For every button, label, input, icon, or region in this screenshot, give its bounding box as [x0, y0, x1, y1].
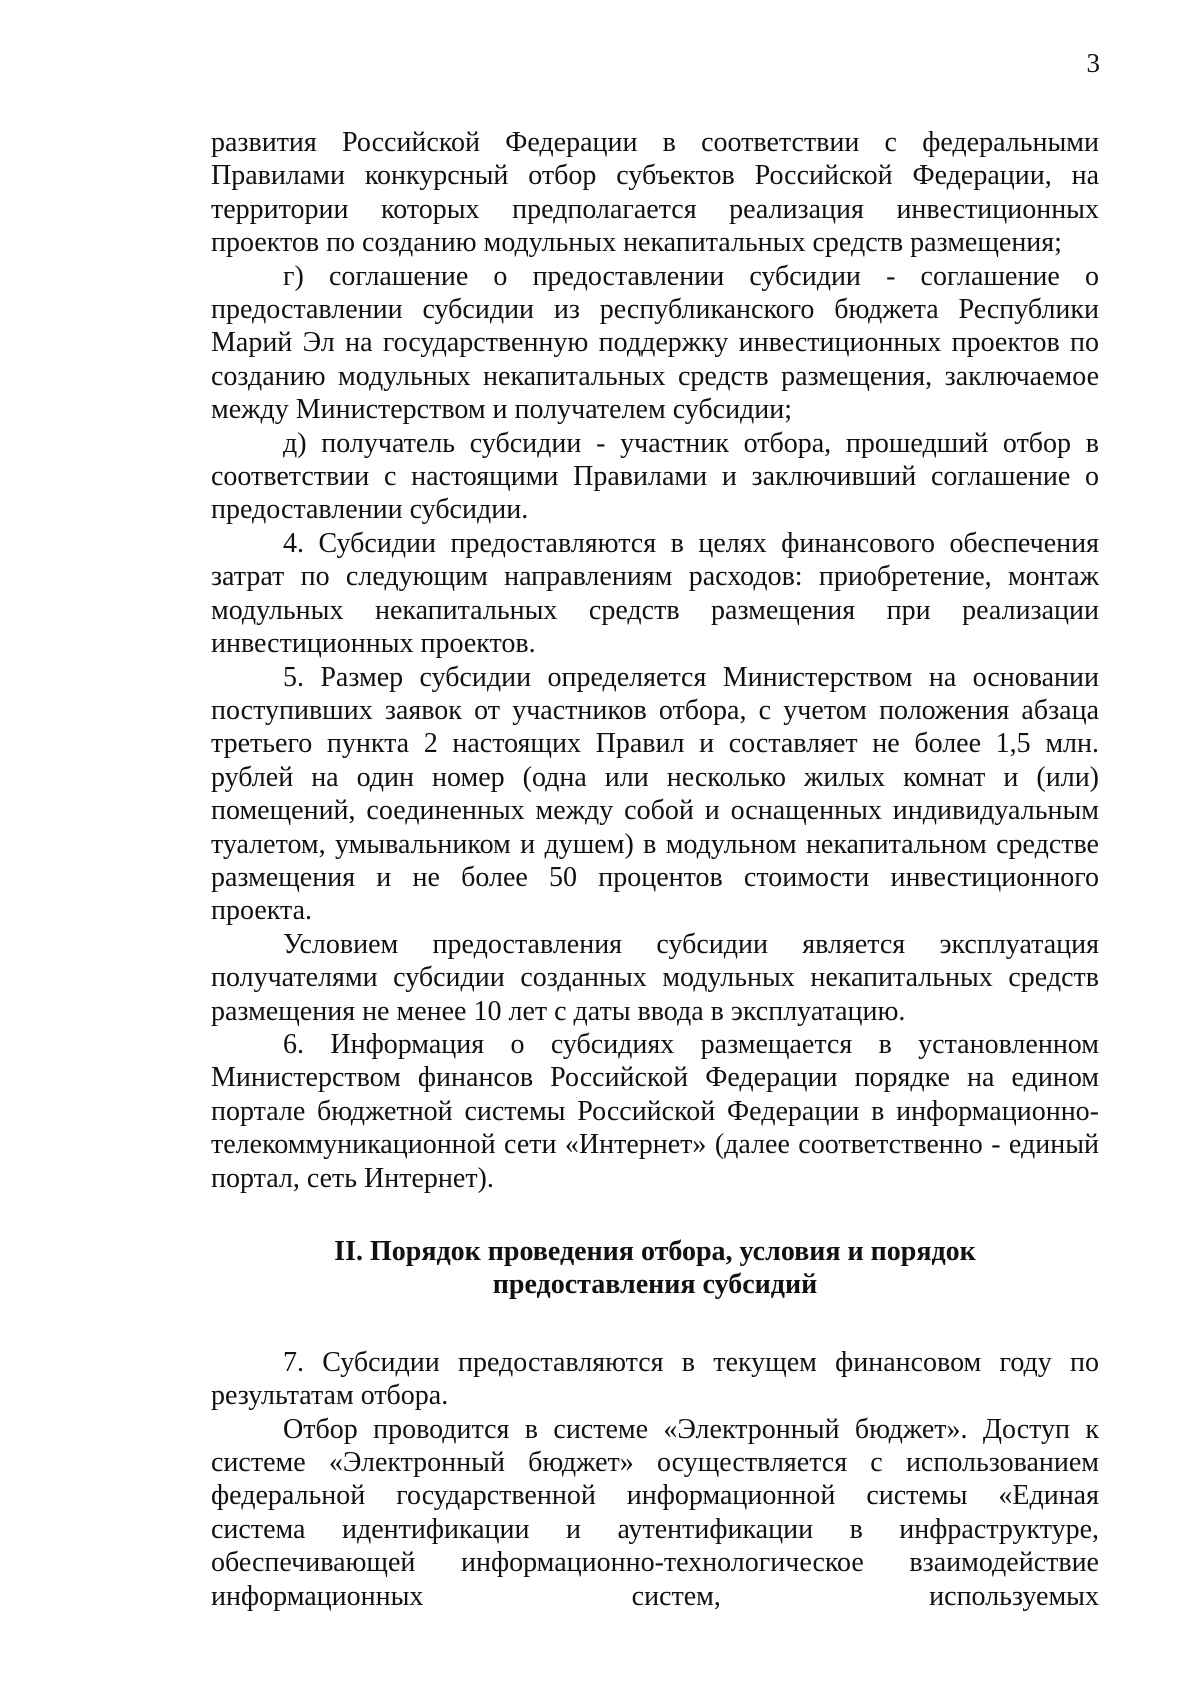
- paragraph-item-6: 6. Информация о субсидиях размещается в установленном Министерством финансов Российской Федерации порядке на едином портале бюджетной системы Российской Федерации в информационно-телекоммуникационной сети «Интернет» (далее соответственно - единый портал, сеть Интернет).: [211, 1028, 1099, 1194]
- section-title-line-1: II. Порядок проведения отбора, условия и порядок: [334, 1236, 976, 1267]
- section-title: [211, 1235, 1099, 1302]
- paragraph-definition-d: д) получатель субсидии - участник отбора, прошедший отбор в соответствии с настоящими Правилами и заключивший соглашение о предоставлении субсидии.: [211, 427, 1099, 526]
- paragraph-item-7: 7. Субсидии предоставляются в текущем финансовом году по результатам отбора.: [211, 1346, 1099, 1412]
- paragraph-definition-g: г) соглашение о предоставлении субсидии - соглашение о предоставлении субсидии из республиканского бюджета Республики Марий Эл на государственную поддержку инвестиционных проектов по созданию модульных некапитальных средств размещения, заключаемое между Министерством и получателем субсидии;: [211, 260, 1099, 426]
- paragraph-condition: Условием предоставления субсидии является эксплуатация получателями субсидии созданных модульных некапитальных средств размещения не менее 10 лет с даты ввода в эксплуатацию.: [211, 928, 1099, 1027]
- paragraph-item-5: 5. Размер субсидии определяется Министерством на основании поступивших заявок от участников отбора, с учетом положения абзаца третьего пункта 2 настоящих Правил и составляет не более 1,5 млн. рублей на один номер (одна или несколько жилых комнат и (или) помещений, соединенных между собой и оснащенных индивидуальным туалетом, умывальником и душем) в модульном некапитальном средстве размещения и не более 50 процентов стоимости инвестиционного проекта.: [211, 661, 1099, 927]
- section-title-line-2: предоставления субсидий: [492, 1269, 818, 1301]
- paragraph-item-4: 4. Субсидии предоставляются в целях финансового обеспечения затрат по следующим направлениям расходов: приобретение, монтаж модульных некапитальных средств размещения при реализации инвестиционных проектов.: [211, 527, 1099, 660]
- document-body: [211, 126, 1099, 1613]
- page-number: 3: [1086, 48, 1100, 78]
- paragraph-selection-system: Отбор проводится в системе «Электронный бюджет». Доступ к системе «Электронный бюджет» осуществляется с использованием федеральной государственной информационной системы «Единая система идентификации и аутентификации в инфраструктуре, обеспечивающей информационно-технологическое взаимодействие информационных систем, используемых: [211, 1413, 1099, 1612]
- paragraph-continuation: развития Российской Федерации в соответствии с федеральными Правилами конкурсный отбор субъектов Российской Федерации, на территории которых предполагается реализация инвестиционных проектов по созданию модульных некапитальных средств размещения;: [211, 127, 1099, 259]
